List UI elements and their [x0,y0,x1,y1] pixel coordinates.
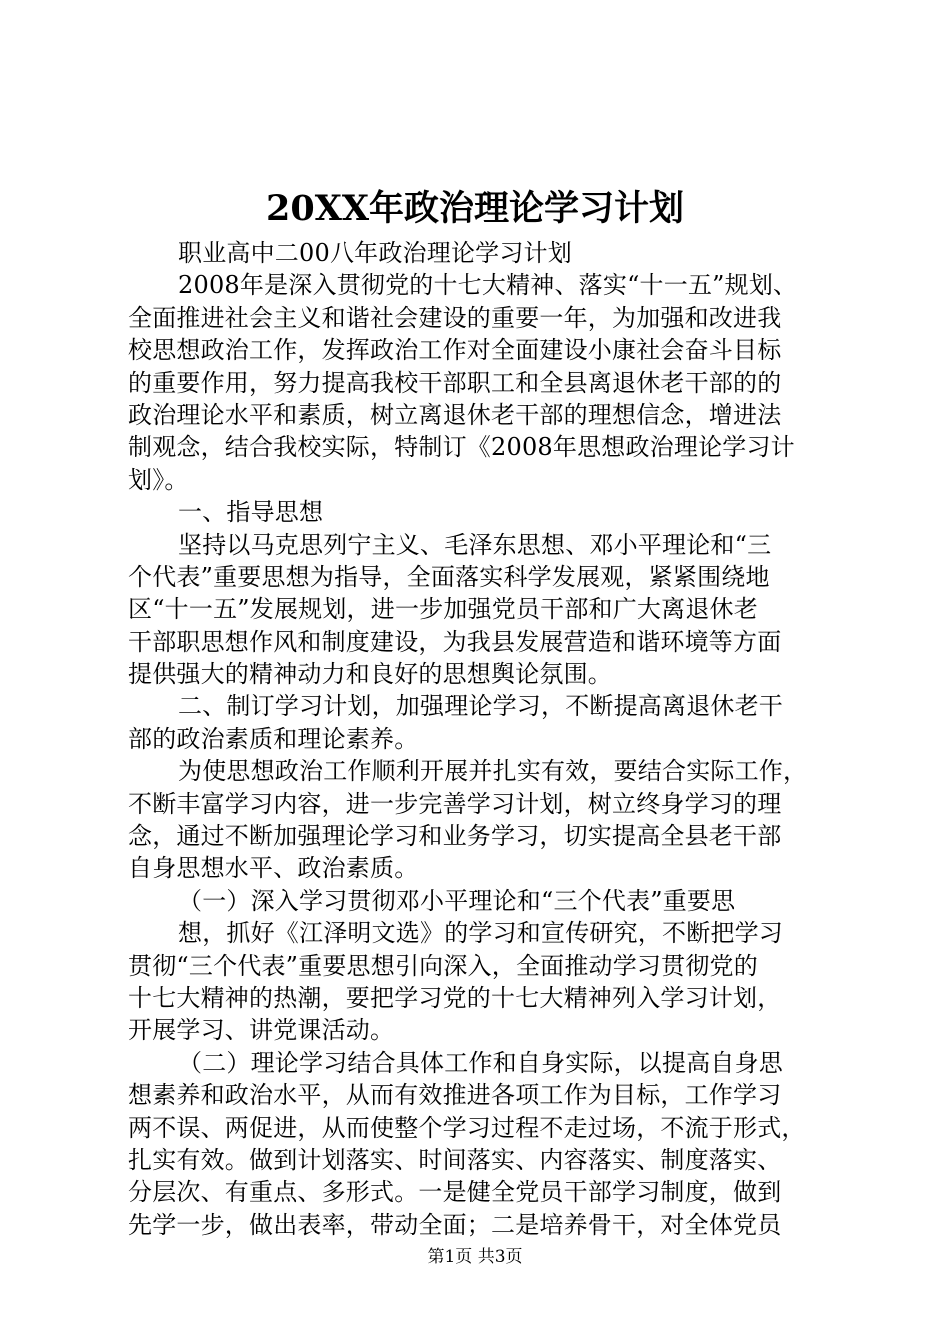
subsection-heading: （一）深入学习贯彻邓小平理论和“三个代表”重要思 [178,886,736,915]
body-line: 校思想政治工作，发挥政治工作对全面建设小康社会奋斗目标 [128,336,782,365]
body-line: 两不误、两促进，从而使整个学习过程不走过场，不流于形式， [128,1113,806,1142]
body-line: 部的政治素质和理论素养。 [128,724,419,753]
body-line: 为使思想政治工作顺利开展并扎实有效，要结合实际工作， [178,757,808,786]
body-line: 自身思想水平、政治素质。 [128,854,419,883]
body-line: 政治理论水平和素质，树立离退休老干部的理想信念，增进法 [128,400,782,429]
body-line: 念，通过不断加强理论学习和业务学习，切实提高全县老干部 [128,822,782,851]
body-line: 干部职思想作风和制度建设，为我县发展营造和谐环境等方面 [128,627,782,656]
body-line: 开展学习、讲党课活动。 [128,1016,395,1045]
body-line: 划》。 [128,465,189,494]
body-line: 个代表”重要思想为指导，全面落实科学发展观，紧紧围绕地 [128,562,770,591]
body-line: 2008年是深入贯彻党的十七大精神、落实“十一五”规划、 [178,271,798,300]
body-line: 扎实有效。做到计划落实、时间落实、内容落实、制度落实、 [128,1145,782,1174]
document-title: 20XX年政治理论学习计划 [265,188,685,229]
body-line: 先学一步，做出表率，带动全面；二是培养骨干，对全体党员 [128,1210,782,1239]
section-heading: 二、制订学习计划，加强理论学习，不断提高离退休老干 [178,692,783,721]
body-line: 坚持以马克思列宁主义、毛泽东思想、邓小平理论和“三 [178,530,772,559]
body-line: 分层次、有重点、多形式。一是健全党员干部学习制度，做到 [128,1178,782,1207]
section-heading: 一、指导思想 [178,498,324,527]
body-line: 不断丰富学习内容，进一步完善学习计划，树立终身学习的理 [128,789,782,818]
page-footer: 第1页 共3页 [427,1247,523,1267]
body-line: 的重要作用，努力提高我校干部职工和全县离退休老干部的的 [128,368,782,397]
body-line: 全面推进社会主义和谐社会建设的重要一年，为加强和改进我 [128,303,782,332]
body-line: 十七大精神的热潮，要把学习党的十七大精神列入学习计划， [128,983,782,1012]
body-line: 提供强大的精神动力和良好的思想舆论氛围。 [128,660,612,689]
body-line: 制观念，结合我校实际，特制订《2008年思想政治理论学习计 [128,433,795,462]
document-body [128,237,833,1241]
body-line: 区“十一五”发展规划，进一步加强党员干部和广大离退休老 [128,595,758,624]
body-line: 职业高中二00八年政治理论学习计划 [178,239,572,267]
body-line: 想素养和政治水平，从而有效推进各项工作为目标，工作学习 [128,1081,782,1110]
subsection-heading: （二）理论学习结合具体工作和自身实际，以提高自身思 [178,1048,783,1077]
body-line: 贯彻“三个代表”重要思想引向深入，全面推动学习贯彻党的 [128,951,758,980]
body-line: 想，抓好《江泽明文选》的学习和宣传研究，不断把学习 [178,919,783,948]
